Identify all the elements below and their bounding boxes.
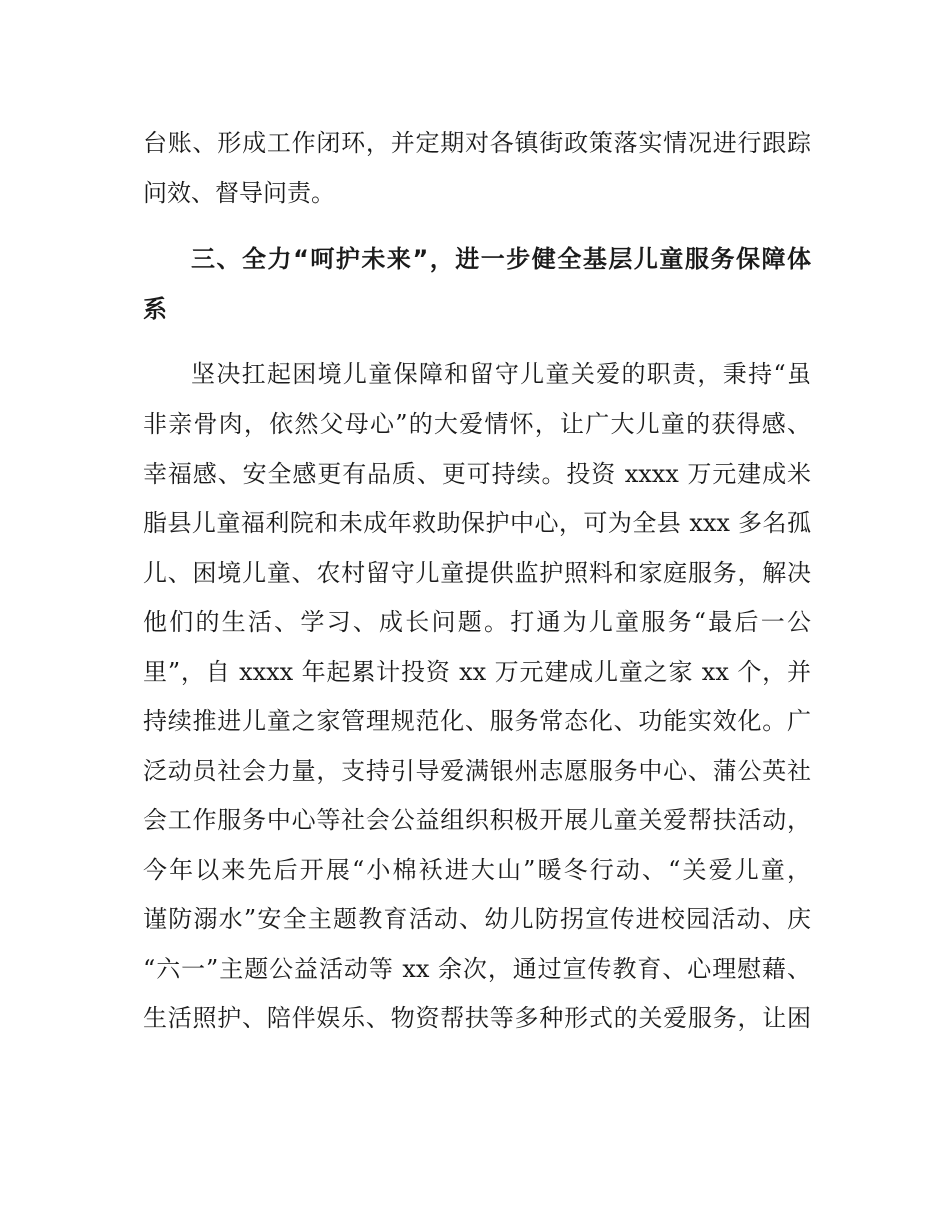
paragraph-line: 里”，自 xxxx 年起累计投资 xx 万元建成儿童之家 xx 个，并 <box>143 658 811 686</box>
paragraph-line: 坚决扛起困境儿童保障和留守儿童关爱的职责，秉持“虽 <box>191 360 811 388</box>
paragraph-line: 台账、形成工作闭环，并定期对各镇街政策落实情况进行跟踪 <box>143 129 811 157</box>
section-heading-continued: 系 <box>143 295 167 323</box>
paragraph-line: 谨防溺水”安全主题教育活动、幼儿防拐宣传进校园活动、庆 <box>143 905 811 933</box>
paragraph-line: 他们的生活、学习、成长问题。打通为儿童服务“最后一公 <box>143 608 811 636</box>
paragraph-line: 会工作服务中心等社会公益组织积极开展儿童关爱帮扶活动， <box>143 806 811 834</box>
paragraph-line: 生活照护、陪伴娱乐、物资帮扶等多种形式的关爱服务，让困 <box>143 1004 811 1032</box>
paragraph-line: 幸福感、安全感更有品质、更可持续。投资 xxxx 万元建成米 <box>143 460 811 488</box>
paragraph-line: “六一”主题公益活动等 xx 余次，通过宣传教育、心理慰藉、 <box>143 955 811 983</box>
paragraph-line: 持续推进儿童之家管理规范化、服务常态化、功能实效化。广 <box>143 707 811 735</box>
paragraph-line: 泛动员社会力量，支持引导爱满银州志愿服务中心、蒲公英社 <box>143 757 811 785</box>
paragraph-line: 非亲骨肉，依然父母心”的大爱情怀，让广大儿童的获得感、 <box>143 410 811 438</box>
paragraph-line: 问效、督导问责。 <box>143 179 335 207</box>
paragraph-line: 今年以来先后开展“小棉袄进大山”暖冬行动、“关爱儿童， <box>143 856 811 884</box>
section-heading: 三、全力“呵护未来”，进一步健全基层儿童服务保障体 <box>191 245 811 273</box>
paragraph-line: 脂县儿童福利院和未成年救助保护中心，可为全县 xxx 多名孤 <box>143 509 811 537</box>
paragraph-line: 儿、困境儿童、农村留守儿童提供监护照料和家庭服务，解决 <box>143 559 811 587</box>
